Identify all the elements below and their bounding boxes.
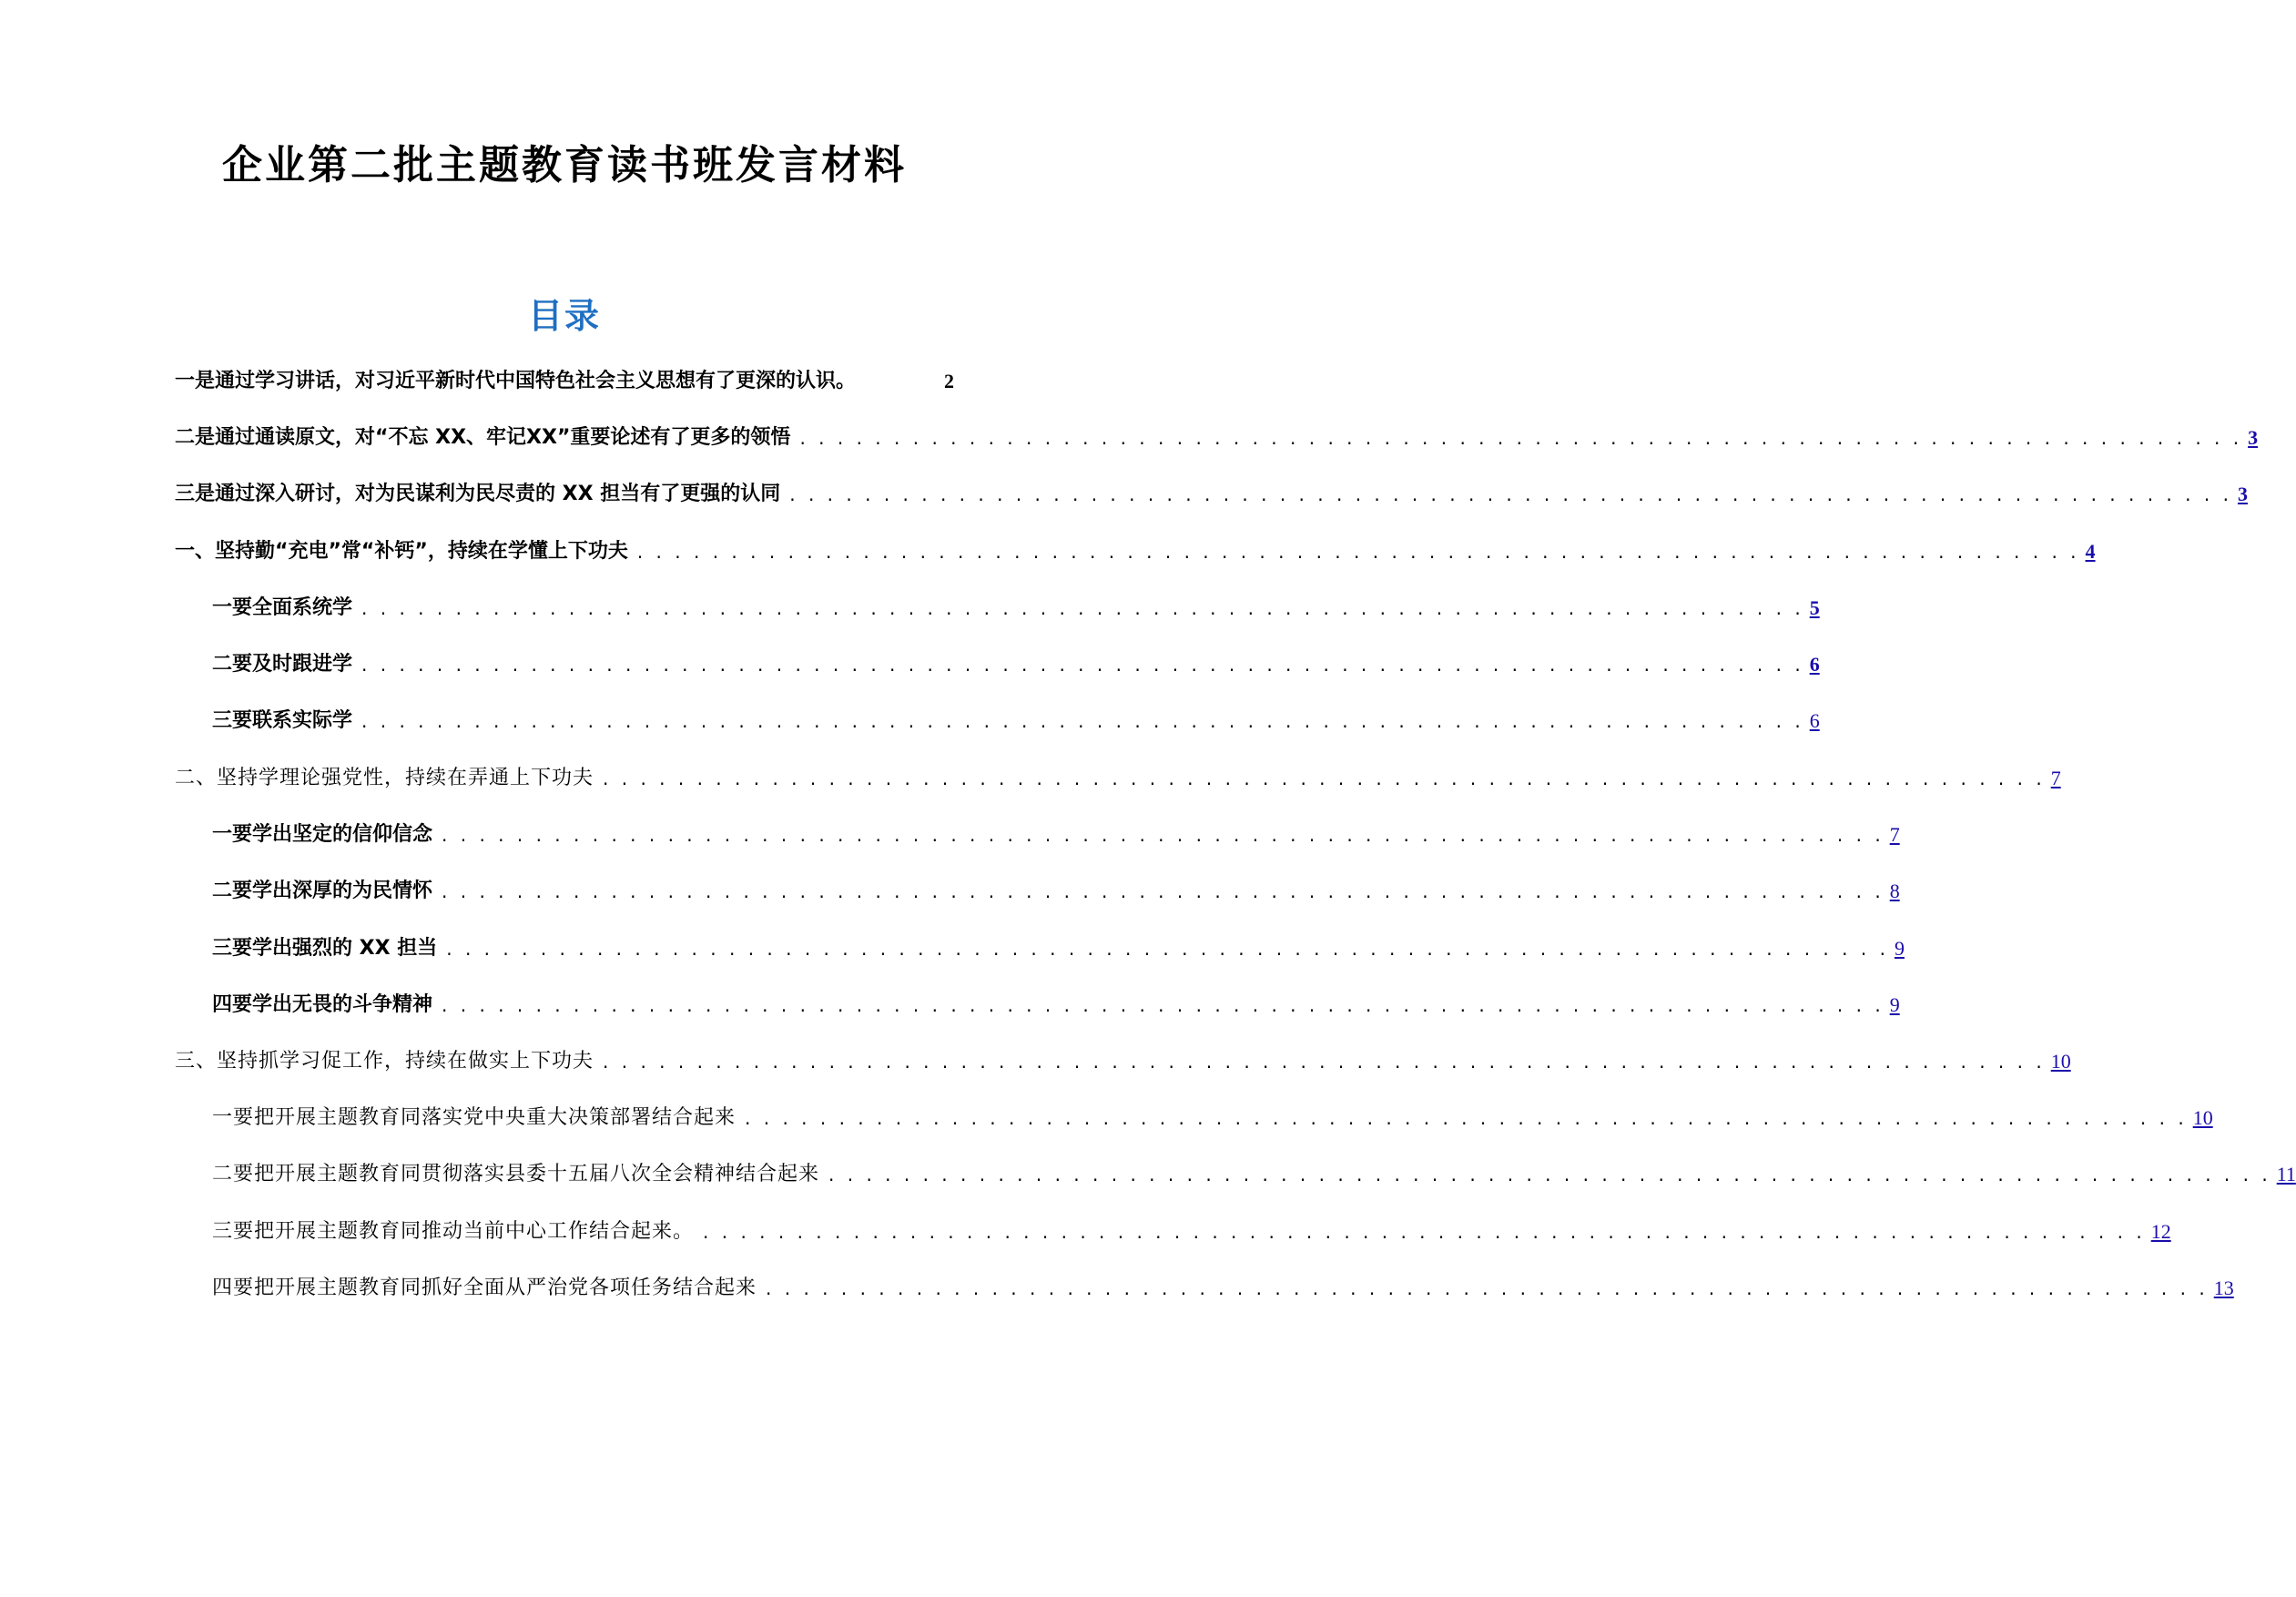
toc-page-number-link[interactable]: 3 <box>2248 426 2259 449</box>
toc-entry-title: 一要全面系统学 <box>212 596 353 619</box>
toc-page-number-link[interactable]: 7 <box>1889 823 1900 846</box>
toc-entry[interactable] <box>0 697 1820 734</box>
toc-page-number-link[interactable]: 7 <box>2050 767 2061 789</box>
toc-entry <box>0 358 1129 394</box>
toc-entry-title: 二、坚持学理论强党性，持续在弄通上下功夫 <box>175 767 594 789</box>
toc-leader-dots: . . . . . . . . . . . . . . . . . . . . . . . . . . . . . . . . . . . . . . . . . . . . . . . . . . . . . . . . . . . . . . . . . . . . . . . . . . . . . <box>828 1164 2271 1185</box>
toc-entry[interactable] <box>0 925 1905 961</box>
toc-leader-dots: . . . . . . . . . . . . . . . . . . . . . . . . . . . . . . . . . . . . . . . . . . . . . . . . . . . . . . . . . . . . . . . . . . . . . . . . . . . . . <box>703 1221 2146 1243</box>
toc-entry[interactable] <box>0 1265 2234 1301</box>
toc-entry-title: 二要学出深厚的为民情怀 <box>212 880 433 902</box>
toc-entry-title: 三要联系实际学 <box>212 709 353 732</box>
toc-entry[interactable] <box>0 528 2096 565</box>
toc-page-number-link[interactable]: 3 <box>2237 483 2248 505</box>
toc-page-number-link[interactable]: 13 <box>2213 1277 2234 1299</box>
toc-entry-title: 一要把开展主题教育同落实党中央重大决策部署结合起来 <box>212 1106 737 1129</box>
toc-leader-dots: . . . . . . . . . . . . . . . . . . . . . . . . . . . . . . . . . . . . . . . . . . . . . . . . . . . . . . . . . . . . . . . . . . . . . . . . . . . . . <box>603 768 2046 789</box>
toc-entry[interactable] <box>0 868 1900 904</box>
toc-entry[interactable] <box>0 471 2248 507</box>
toc-leader-dots: . . . . . . . . . . . . . . . . . . . . . . . . . . . . . . . . . . . . . . . . . . . . . . . . . . . . . . . . . . . . . . . . . . . . . . . . . . . . . <box>789 483 2232 505</box>
toc-heading: 目录 <box>527 296 601 336</box>
toc-leader-dots: . . . . . . . . . . . . . . . . . . . . . . . . . . . . . . . . . . . . . . . . . . . . . . . . . . . . . . . . . . . . . . . . . . . . . . . . . . . . . <box>636 541 2080 563</box>
toc-leader-dots: . . . . . . . . . . . . . . . . . . . . . . . . . . . . . . . . . . . . . . . . . . . . . . . . . . . . . . . . . . . . . . . . . . . . . . . . . . . . . <box>446 938 1889 960</box>
toc-leader-dots: . . . . . . . . . . . . . . . . . . . . . . . . . . . . . . . . . . . . . . . . . . . . . . . . . . . . . . . . . . . . . . . . . . . . . . . . . . . . . <box>361 597 1804 619</box>
toc-page-number-link[interactable]: 8 <box>1889 880 1900 902</box>
toc-page-number-link: 2 <box>944 370 954 392</box>
toc-entry[interactable] <box>0 1151 2296 1187</box>
toc-page-number-link[interactable]: 10 <box>2192 1106 2213 1129</box>
toc-entry[interactable] <box>0 1208 2171 1245</box>
toc-entry[interactable] <box>0 982 1900 1018</box>
toc-leader-dots: . . . . . . . . . . . . . . . . . . . . . . . . . . . . . . . . . . . . . . . . . . . . . . . . . . . . . . . . . . . . . . . . . . . . . . . . . . . . . <box>442 994 1885 1016</box>
toc-entry[interactable] <box>0 585 1820 621</box>
toc-page-number-link[interactable]: 9 <box>1889 993 1900 1016</box>
toc-entry-title: 二要把开展主题教育同贯彻落实县委十五届八次全会精神结合起来 <box>212 1163 820 1185</box>
toc-entry-title: 四要把开展主题教育同抓好全面从严治党各项任务结合起来 <box>212 1277 757 1299</box>
toc-entry[interactable] <box>0 755 2061 791</box>
toc-entry-title: 三是通过深入研讨，对为民谋利为民尽责的 XX 担当有了更强的认同 <box>175 483 781 505</box>
toc-leader-dots: . . . . . . . . . . . . . . . . . . . . . . . . . . . . . . . . . . . . . . . . . . . . . . . . . . . . . . . . . . . . . . . . . . . . . . . . . . . . . <box>603 1051 2046 1073</box>
document-title: 企业第二批主题教育读书班发言材料 <box>222 142 907 188</box>
toc-page-number-link[interactable]: 6 <box>1809 653 1820 676</box>
toc-entry[interactable] <box>0 1038 2071 1074</box>
toc-leader-dots: . . . . . . . . . . . . . . . . . . . . . . . . . . . . . . . . . . . . . . . . . . . . . . . . . . . . . . . . . . . . . . . . . . . . . . . . . . . . . <box>361 710 1804 732</box>
toc-page-number-link[interactable]: 4 <box>2085 540 2096 563</box>
toc-leader-dots: . . . . . . . . . . . . . . . . . . . . . . . . . . . . . . . . . . . . . . . . . . . . . . . . . . . . . . . . . . . . . . . . . . . . . . . . . . . . . <box>442 824 1885 846</box>
toc-entry-title: 一是通过学习讲话，对习近平新时代中国特色社会主义思想有了更深的认识。 <box>175 370 857 392</box>
toc-leader-dots: . . . . . . . . . . . . . . . . . . . . . . . . . . . . . . . . . . . . . . . . . . . . . . . . . . . . . . . . . . . . . . . . . . . . . . . . . . . . . <box>361 654 1804 676</box>
toc-entry-title: 三、坚持抓学习促工作，持续在做实上下功夫 <box>175 1050 594 1073</box>
toc-entry-title: 二是通过通读原文，对“不忘 XX、牢记XX”重要论述有了更多的领悟 <box>175 426 791 449</box>
toc-leader-dots: . . . . . . . . . . . . . . . . . . . . . . . . . . . . . . . . . . . . . . . . . . . . . . . . . . . . . . . . . . . . . . . . . . . . . . . . . . . . . <box>442 880 1885 902</box>
toc-page-number-link[interactable]: 12 <box>2150 1220 2171 1243</box>
toc-entry-title: 一要学出坚定的信仰信念 <box>212 823 433 846</box>
toc-leader-dots: . . . . . . . . . . . . . . . . . . . . . . . . . . . . . . . . . . . . . . . . . . . . . . . . . . . . . . . . . . . . . . . . . . . . . . . . . . . . . <box>799 427 2243 449</box>
toc-entry[interactable] <box>0 414 2259 451</box>
toc-page-number-link[interactable]: 11 <box>2276 1163 2296 1185</box>
toc-page-number-link[interactable]: 5 <box>1809 596 1820 619</box>
toc-entry[interactable] <box>0 811 1900 848</box>
toc-page-number-link[interactable]: 9 <box>1894 937 1905 960</box>
toc-entry-title: 四要学出无畏的斗争精神 <box>212 993 433 1016</box>
toc-entry-title: 二要及时跟进学 <box>212 653 353 676</box>
toc-page-number-link[interactable]: 10 <box>2050 1050 2071 1073</box>
toc-entry[interactable] <box>0 1094 2213 1131</box>
toc-entry-title: 三要学出强烈的 XX 担当 <box>212 937 438 960</box>
toc-leader-dots: . . . . . . . . . . . . . . . . . . . . . . . . . . . . . . . . . . . . . . . . . . . . . . . . . . . . . . . . . . . . . . . . . . . . . . . . . . . . . <box>766 1277 2209 1299</box>
toc-entry-title: 一、坚持勤“充电”常“补钙”，持续在学懂上下功夫 <box>175 540 628 563</box>
toc-page-number-link[interactable]: 6 <box>1809 709 1820 732</box>
toc-entry-title: 三要把开展主题教育同推动当前中心工作结合起来。 <box>212 1220 695 1243</box>
toc-entry[interactable] <box>0 641 1820 677</box>
toc-leader-dots: . . . . . . . . . . . . . . . . . . . . . . . . . . . . . . . . . . . . . . . . . . . . . . . . . . . . . . . . . . . . . . . . . . . . . . . . . . . . . <box>745 1107 2188 1129</box>
